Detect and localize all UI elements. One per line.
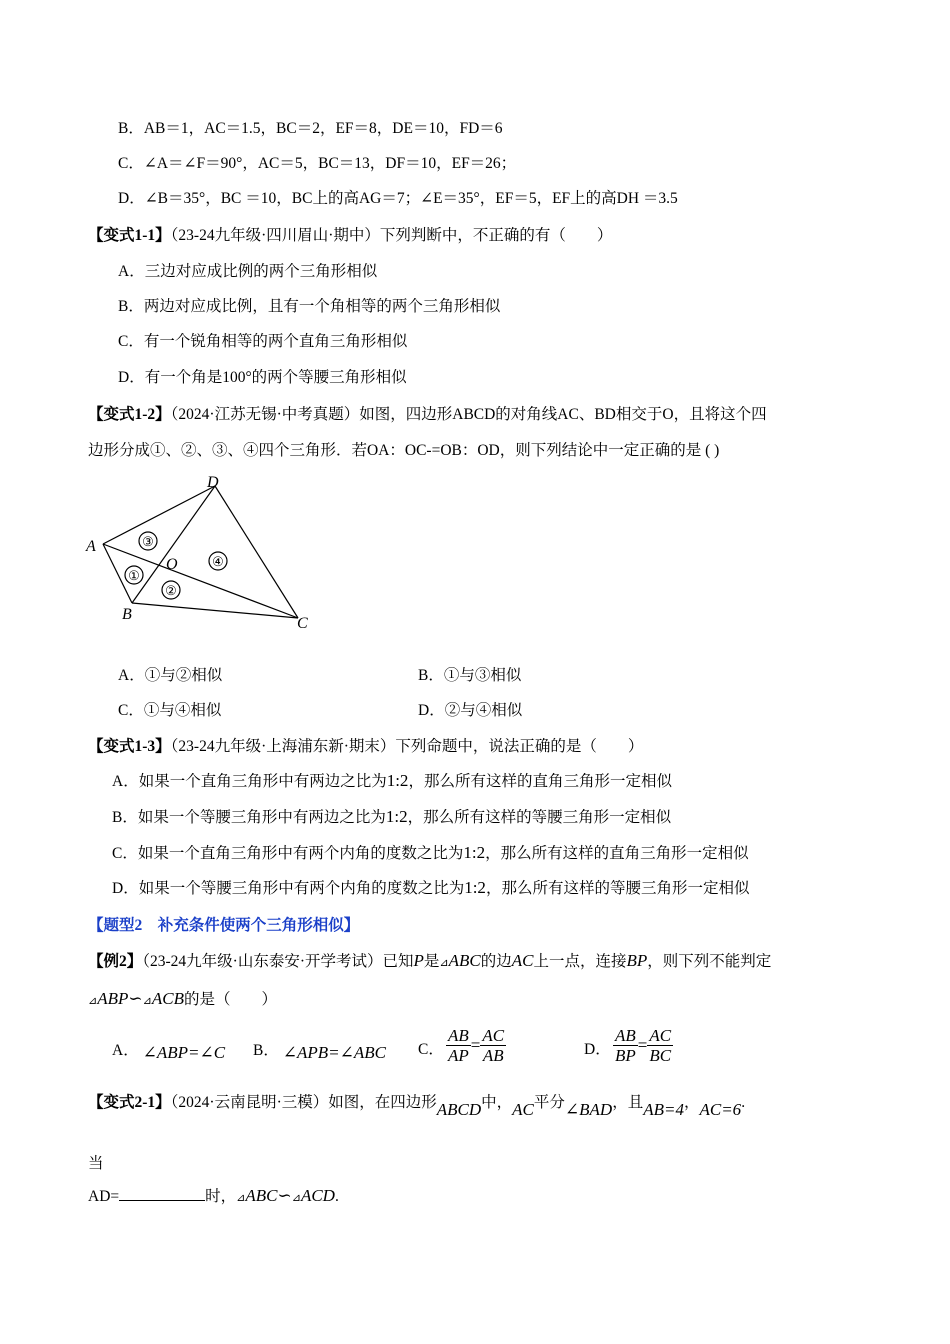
- v11-option-c: C．有一个锐角相等的两个直角三角形相似: [118, 333, 408, 350]
- stem-text: （23-24九年级·山东泰安·开学考试）已知: [142, 953, 414, 970]
- option-text: ，那么所有这样的等腰三角形一定相似: [485, 880, 750, 897]
- v11-option-a: A．三边对应成比例的两个三角形相似: [118, 263, 378, 280]
- triangle-ABP: ABP: [97, 989, 129, 1008]
- example-2-stem-line2: [88, 989, 277, 1011]
- variant-2-1-stem: [88, 1092, 746, 1119]
- denominator: BP: [615, 1046, 636, 1065]
- period: .: [741, 1094, 746, 1111]
- region-3-number: ③: [142, 534, 154, 549]
- v11-option-b: B．两边对应成比例，且有一个角相等的两个三角形相似: [118, 298, 501, 315]
- stem-text: 平分: [533, 1094, 565, 1111]
- numerator: AB: [448, 1026, 469, 1045]
- edge-DC: [215, 486, 298, 618]
- answer-blank[interactable]: [119, 1186, 205, 1201]
- variant-text: （23-24九年级·四川眉山·期中）下列判断中，不正确的有（ ）: [170, 227, 613, 244]
- label-C: C: [297, 615, 308, 632]
- prev-option-d: D．∠B＝35°，BC ＝10，BC上的高AG＝7；∠E＝35°，EF＝5，EF上的高DH ＝3.5: [118, 190, 678, 207]
- label-O: O: [166, 556, 178, 573]
- fraction: [647, 1026, 673, 1065]
- similar-symbol: ∽: [128, 989, 143, 1008]
- region-4-number: ④: [212, 554, 224, 569]
- equals-sign: =: [470, 1035, 481, 1055]
- stem-text: 上一点，连接: [533, 953, 627, 970]
- variant-label: 【变式1-1】: [88, 227, 171, 244]
- region-2-number: ②: [165, 583, 177, 598]
- ratio: 1:2: [463, 843, 486, 862]
- v11-option-d: D．有一个角是100°的两个等腰三角形相似: [118, 369, 407, 386]
- denominator: AP: [448, 1046, 469, 1065]
- triangle-ABC: ABC: [245, 1186, 278, 1205]
- ex2-option-d: [584, 1040, 611, 1060]
- ratio: 1:2: [464, 878, 486, 897]
- option-letter: D．: [584, 1041, 611, 1058]
- quadrilateral-figure: [80, 468, 340, 638]
- variant-label: 【变式1-3】: [88, 738, 171, 755]
- triangle-symbol: ⊿: [236, 1192, 246, 1204]
- option-text: B．如果一个等腰三角形中有两边之比为: [112, 809, 386, 826]
- stem-text: 是: [423, 953, 440, 970]
- edge-BC: [132, 603, 298, 618]
- ex2-option-a: [112, 1040, 225, 1061]
- triangle-ACB: ACB: [151, 989, 184, 1008]
- fraction: [480, 1026, 506, 1065]
- point-P: P: [413, 951, 424, 970]
- variant-1-3-stem: [88, 737, 643, 757]
- ex2-option-d-expression: [613, 1026, 673, 1065]
- example-label: 【例2】: [88, 953, 143, 970]
- triangle-symbol: ⊿: [291, 1192, 301, 1204]
- option-text: ，那么所有这样的直角三角形一定相似: [485, 845, 749, 862]
- triangle-symbol: ⊿: [88, 995, 98, 1007]
- v13-option-a: [112, 771, 672, 792]
- numerator: AC: [482, 1026, 505, 1045]
- fraction: [446, 1026, 471, 1065]
- stem-text: ，则下列不能判定: [647, 953, 772, 970]
- variant-text: （23-24九年级·上海浦东新·期末）下列命题中，说法正确的是（ ）: [170, 738, 644, 755]
- prev-option-b: B．AB＝1，AC＝1.5，BC＝2，EF＝8，DE＝10，FD＝6: [118, 120, 503, 137]
- example-2-stem-line1: [88, 951, 771, 973]
- stem-text: 的是（ ）: [183, 991, 277, 1008]
- variant-1-2-stem-line1: [88, 405, 767, 425]
- triangle-ACD: ACD: [300, 1186, 335, 1205]
- numerator: AB: [615, 1026, 636, 1045]
- ratio: 1:2: [386, 771, 409, 790]
- equals-sign: =: [637, 1035, 648, 1055]
- v12-option-b: B．①与③相似: [418, 667, 522, 684]
- denominator: AB: [482, 1046, 504, 1065]
- option-expression: ∠APB=∠ABC: [282, 1043, 386, 1062]
- v13-option-b: [112, 807, 671, 828]
- ex2-option-c: [418, 1040, 444, 1060]
- variant-label: 【变式1-2】: [88, 406, 171, 423]
- period: .: [334, 1188, 339, 1205]
- variant-1-1-stem: [88, 226, 612, 246]
- variant-text: （2024·江苏无锡·中考真题）如图，四边形ABCD的对角线AC、BD相交于O，且将这个四: [170, 406, 767, 423]
- variant-1-2-stem-line2: 边形分成①、②、③、④四个三角形．若OA：OC-=OB：OD，则下列结论中一定正确的是 ( ): [88, 442, 720, 459]
- triangle-symbol: ⊿: [142, 995, 152, 1007]
- segment-AC: AC: [511, 951, 534, 970]
- segment-AC: AC: [512, 1100, 534, 1119]
- region-1-number: ①: [128, 568, 140, 583]
- stem-text: （2024·云南昆明·三模）如图，在四边形: [170, 1094, 437, 1111]
- variant-2-1-question: [88, 1186, 339, 1208]
- v13-option-c: [112, 843, 749, 864]
- label-A: A: [86, 538, 96, 555]
- stem-text: 的边: [480, 953, 512, 970]
- ex2-option-c-expression: [446, 1026, 506, 1065]
- stem-text: ，且: [612, 1094, 644, 1111]
- ac-equals-6: AC=6: [699, 1100, 742, 1119]
- similar-symbol: ∽: [277, 1186, 292, 1205]
- section-title: 【题型2 补充条件使两个三角形相似】: [88, 917, 360, 934]
- stem-text: 中，: [481, 1094, 513, 1111]
- option-text: ，那么所有这样的直角三角形一定相似: [408, 773, 672, 790]
- option-text: D．如果一个等腰三角形中有两个内角的度数之比为: [112, 880, 465, 897]
- edge-AD: [103, 486, 215, 544]
- ad-label: AD=: [88, 1188, 120, 1205]
- v13-option-d: [112, 878, 749, 899]
- v12-option-d: D．②与④相似: [418, 702, 523, 719]
- label-D: D: [207, 474, 219, 491]
- ex2-option-b: [253, 1040, 386, 1061]
- option-letter: C．: [418, 1041, 444, 1058]
- label-B: B: [122, 606, 132, 623]
- option-text: C．如果一个直角三角形中有两个内角的度数之比为: [112, 845, 464, 862]
- fraction: [613, 1026, 638, 1065]
- comma: ，: [683, 1094, 700, 1111]
- option-text: A．如果一个直角三角形中有两边之比为: [112, 773, 387, 790]
- option-text: ，那么所有这样的等腰三角形一定相似: [407, 809, 672, 826]
- ab-equals-4: AB=4: [643, 1100, 684, 1119]
- triangle-symbol: ⊿: [439, 957, 449, 969]
- quadrilateral-ABCD: ABCD: [436, 1100, 482, 1119]
- variant-2-1-continuation: 当: [88, 1155, 104, 1172]
- option-letter: B．: [253, 1042, 279, 1059]
- prev-option-c: C．∠A＝∠F＝90°，AC＝5，BC＝13，DF＝10，EF＝26；: [118, 155, 517, 172]
- v12-option-c: C．①与④相似: [118, 702, 222, 719]
- denominator: BC: [649, 1046, 672, 1065]
- ratio: 1:2: [385, 807, 408, 826]
- option-expression: ∠ABP=∠C: [142, 1043, 226, 1062]
- numerator: AC: [649, 1026, 672, 1045]
- v12-option-a: A．①与②相似: [118, 667, 223, 684]
- option-letter: A．: [112, 1042, 139, 1059]
- angle-BAD: ∠BAD: [564, 1100, 613, 1119]
- segment-BP: BP: [626, 951, 648, 970]
- triangle-ABC: ABC: [448, 951, 481, 970]
- stem-text: 时，: [205, 1188, 237, 1205]
- variant-label: 【变式2-1】: [88, 1094, 171, 1111]
